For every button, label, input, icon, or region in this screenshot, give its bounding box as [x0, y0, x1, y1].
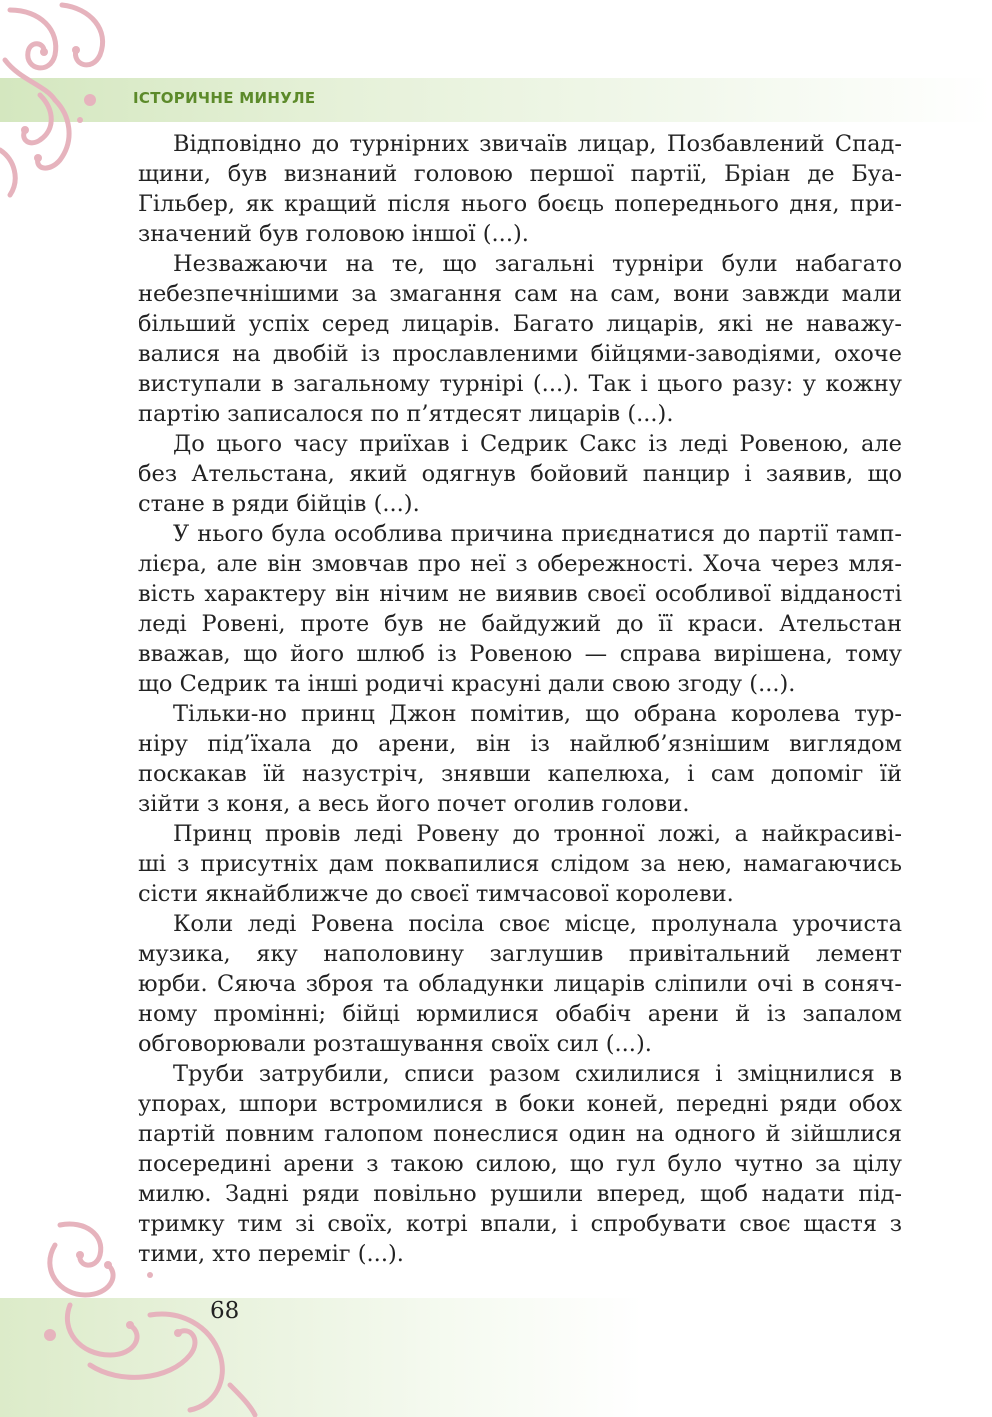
text-line: тими, хто переміг (...). — [138, 1241, 404, 1267]
section-title: ІСТОРИЧНЕ МИНУЛЕ — [133, 89, 316, 107]
text-line: більший успіх серед лицарів. Багато лицарів, які не наважу- — [138, 311, 902, 337]
text-line: без Ательстана, який одягнув бойовий панцир і заявив, що — [138, 461, 902, 487]
text-line: значений був головою іншої (...). — [138, 221, 529, 247]
paragraph — [138, 249, 902, 429]
text-line: ші з присутніх дам поквапилися слідом за нею, намагаючись — [138, 851, 902, 877]
text-line: небезпечнішими за змагання сам на сам, вони завжди мали — [138, 281, 902, 307]
text-line: лієра, але він змовчав про неї з обережності. Хоча через мля- — [138, 551, 902, 577]
text-line: партію записалося по п’ятдесят лицарів (...). — [138, 401, 674, 427]
text-line: партій повним галопом понеслися один на одного й зійшлися — [138, 1121, 902, 1147]
text-line: ному промінні; бійці юрмилися обабіч арени й із запалом — [138, 1001, 902, 1027]
text-line: Гільбер, як кращий після нього боєць попереднього дня, при- — [138, 191, 902, 217]
paragraph — [138, 909, 902, 1059]
text-line: музика, яку наполовину заглушив привітальний лемент — [138, 941, 902, 967]
text-line: виступали в загальному турнірі (...). Так і цього разу: у кожну — [138, 371, 902, 397]
text-line: обговорювали розташування своїх сил (...). — [138, 1031, 652, 1057]
text-line: вість характеру він нічим не виявив своєї особливої відданості — [138, 581, 902, 607]
text-line: милю. Задні ряди повільно рушили вперед, щоб надати під- — [138, 1181, 902, 1207]
text-line: поскакав їй назустріч, знявши капелюха, і сам допоміг їй — [138, 761, 902, 787]
text-line: валися на двобій із прославленими бійцями-заводіями, охоче — [138, 341, 902, 367]
page-number: 68 — [210, 1298, 240, 1324]
text-line: До цього часу приїхав і Седрик Сакс із леді Ровеною, але — [173, 431, 902, 457]
text-line: Тільки-но принц Джон помітив, що обрана королева тур- — [173, 701, 902, 727]
text-line: Коли леді Ровена посіла своє місце, пролунала урочиста — [173, 911, 902, 937]
text-line: леді Ровені, проте був не байдужий до її краси. Ательстан — [138, 611, 902, 637]
text-line: що Седрик та інші родичі красуні дали свою згоду (...). — [138, 671, 796, 697]
text-line: сісти якнайближче до своєї тимчасової королеви. — [138, 881, 734, 907]
text-line: Відповідно до турнірних звичаїв лицар, Позбавлений Спад- — [173, 131, 902, 157]
text-line: тримку тим зі своїх, котрі впали, і спробувати своє щастя з — [138, 1211, 902, 1237]
text-line: У нього була особлива причина приєднатися до партії тамп- — [173, 521, 902, 547]
text-line: посередині арени з такою силою, що гул було чутно за цілу — [138, 1151, 902, 1177]
paragraph — [138, 819, 902, 909]
paragraph — [138, 519, 902, 699]
text-line: юрби. Сяюча зброя та обладунки лицарів сліпили очі в соняч- — [138, 971, 902, 997]
text-line: Принц провів леді Ровену до тронної ложі, а найкрасиві- — [173, 821, 902, 847]
text-line: щини, був визнаний головою першої партії, Бріан де Буа- — [138, 161, 902, 187]
floral-ornament-icon — [0, 0, 120, 200]
text-body — [138, 129, 902, 1269]
text-line: Незважаючи на те, що загальні турніри були набагато — [173, 251, 902, 277]
paragraph — [138, 699, 902, 819]
text-line: ніру під’їхала до арени, він із найлюб’язнішим виглядом — [138, 731, 902, 757]
paragraph — [138, 429, 902, 519]
text-line: вважав, що його шлюб із Ровеною — справа вирішена, тому — [138, 641, 902, 667]
text-line: зійти з коня, а весь його почет оголив голови. — [138, 791, 690, 817]
text-line: упорах, шпори встромилися в боки коней, передні ряди обох — [138, 1091, 902, 1117]
paragraph — [138, 129, 902, 249]
text-line: стане в ряди бійців (...). — [138, 491, 420, 517]
text-line: Труби затрубили, списи разом схилилися і зміцнилися в — [173, 1061, 902, 1087]
